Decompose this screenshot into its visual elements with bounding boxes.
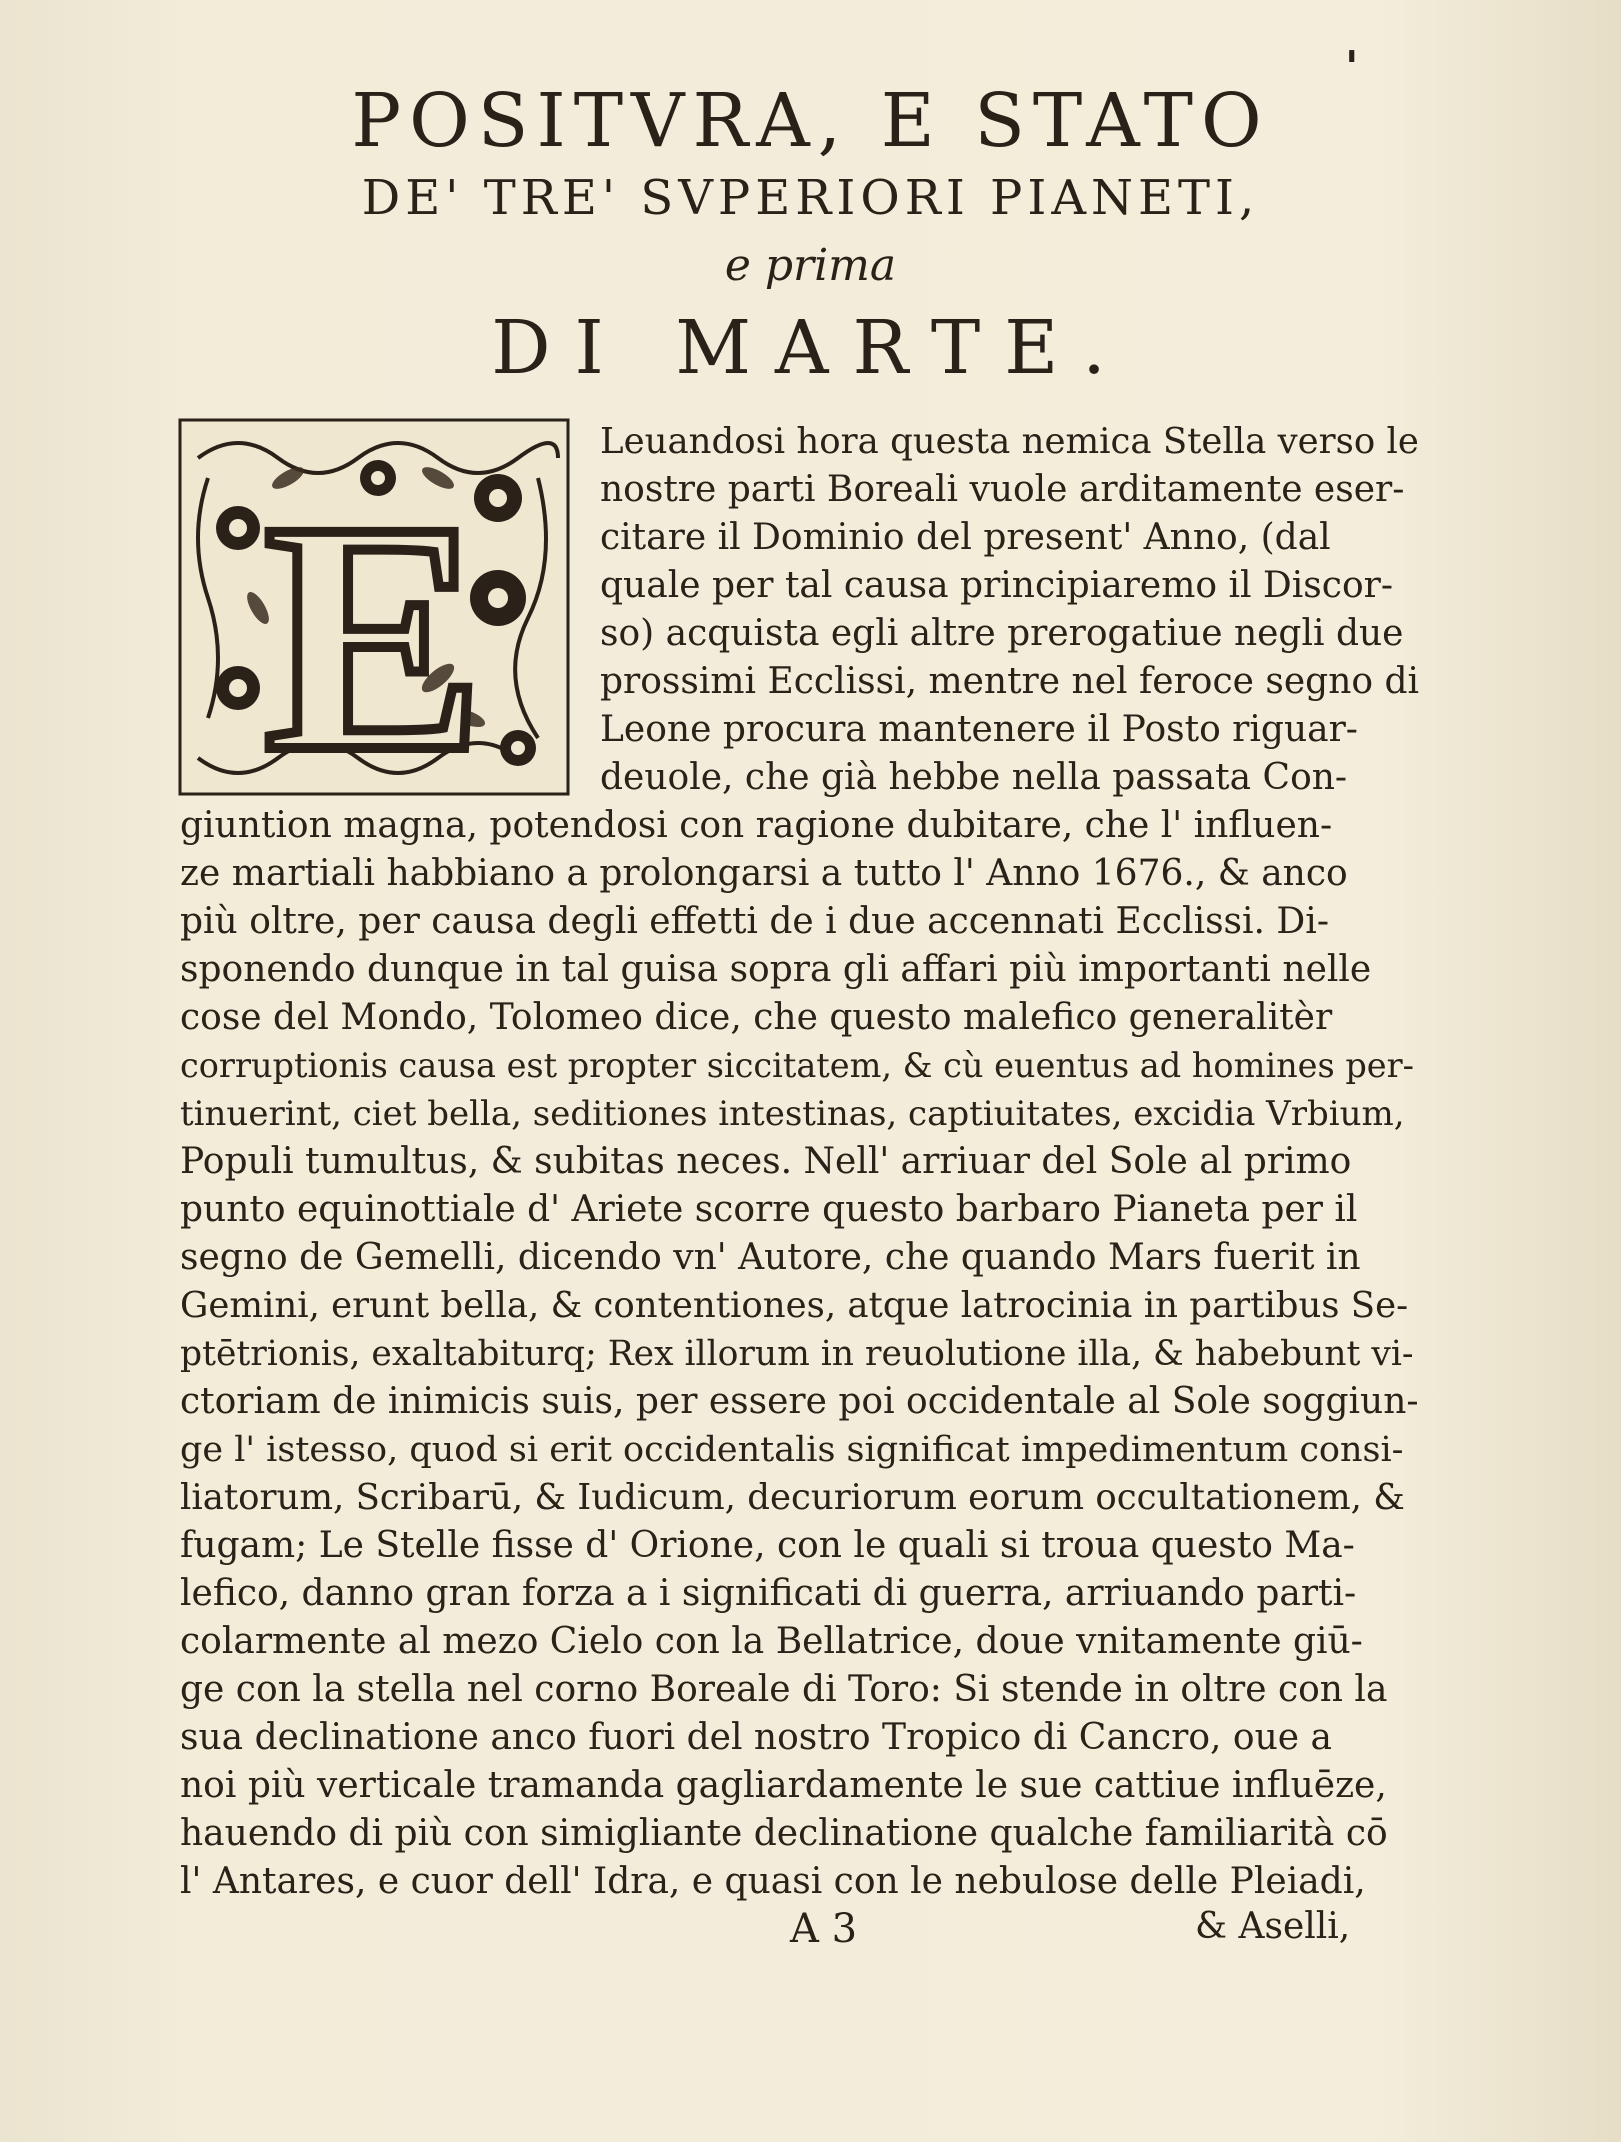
text-line: ge con la stella nel corno Boreale di Toro: Si stende in oltre con la bbox=[180, 1669, 1388, 1710]
text-line: lefico, danno gran forza a i significati di guerra, arriuando parti- bbox=[180, 1573, 1357, 1614]
heading-line-4: DI MARTE. bbox=[491, 305, 1130, 391]
text-line: hauendo di più con simigliante declinatione qualche familiarità cō bbox=[180, 1813, 1388, 1854]
text-line: ptētrionis, exaltabiturq; Rex illorum in reuolutione illa, & habebunt vi- bbox=[180, 1334, 1414, 1374]
text-line: segno de Gemelli, dicendo vn' Autore, che quando Mars fuerit in bbox=[180, 1237, 1361, 1278]
text-line: Gemini, erunt bella, & contentiones, atque latrocinia in partibus Se- bbox=[180, 1285, 1409, 1326]
text-line: Leuandosi hora questa nemica Stella verso le bbox=[600, 421, 1419, 462]
heading-line-3: e prima bbox=[724, 240, 897, 291]
text-line: ze martiali habbiano a prolongarsi a tutto l' Anno 1676., & anco bbox=[180, 853, 1348, 894]
text-line: giuntion magna, potendosi con ragione dubitare, che l' influen- bbox=[180, 805, 1333, 846]
text-line: Leone procura mantenere il Posto riguar- bbox=[600, 709, 1358, 750]
text-line: ctoriam de inimicis suis, per essere poi occidentale al Sole soggiun- bbox=[180, 1381, 1419, 1422]
corner-mark: ' bbox=[1345, 42, 1359, 93]
text-line: l' Antares, e cuor dell' Idra, e quasi con le nebulose delle Pleiadi, bbox=[180, 1861, 1366, 1902]
text-line: tinuerint, ciet bella, seditiones intestinas, captiuitates, excidia Vrbium, bbox=[180, 1094, 1405, 1134]
decorated-initial bbox=[178, 418, 570, 796]
text-line: Populi tumultus, & subitas neces. Nell' arriuar del Sole al primo bbox=[180, 1141, 1352, 1182]
heading-line-1: POSITVRA, E STATO bbox=[351, 78, 1270, 164]
text-line: fugam; Le Stelle fisse d' Orione, con le quali si troua questo Ma- bbox=[180, 1525, 1355, 1566]
text-line: sua declinatione anco fuori del nostro Tropico di Cancro, oue a bbox=[180, 1717, 1332, 1758]
heading-line-2: DE' TRE' SVPERIORI PIANETI, bbox=[361, 170, 1260, 226]
text-line: quale per tal causa principiaremo il Discor- bbox=[600, 565, 1393, 606]
text-line: corruptionis causa est propter siccitatem, & cù euentus ad homines per- bbox=[180, 1046, 1414, 1085]
text-line: noi più verticale tramanda gagliardamente le sue cattiue influēze, bbox=[180, 1765, 1387, 1806]
catchword: & Aselli, bbox=[1195, 1906, 1351, 1947]
text-line: nostre parti Boreali vuole arditamente eser- bbox=[600, 469, 1405, 510]
text-line: ge l' istesso, quod si erit occidentalis significat impedimentum consi- bbox=[180, 1430, 1404, 1470]
text-line: so) acquista egli altre prerogatiue negli due bbox=[600, 613, 1404, 654]
text-line: più oltre, per causa degli effetti de i due accennati Ecclissi. Di- bbox=[180, 901, 1329, 942]
text-line: liatorum, Scribarū, & Iudicum, decuriorum eorum occultationem, & bbox=[180, 1477, 1405, 1518]
text-line: cose del Mondo, Tolomeo dice, che questo malefico generalitèr bbox=[180, 997, 1333, 1038]
signature-mark: A 3 bbox=[790, 1906, 858, 1952]
text-line: prossimi Ecclissi, mentre nel feroce segno di bbox=[600, 661, 1420, 702]
text-line: punto equinottiale d' Ariete scorre questo barbaro Pianeta per il bbox=[180, 1189, 1358, 1230]
text-line: deuole, che già hebbe nella passata Con- bbox=[600, 757, 1348, 798]
initial-letter: E bbox=[263, 455, 485, 796]
text-line: citare il Dominio del present' Anno, (dal bbox=[600, 517, 1331, 558]
text-line: sponendo dunque in tal guisa sopra gli affari più importanti nelle bbox=[180, 949, 1372, 990]
text-line: colarmente al mezo Cielo con la Bellatrice, doue vnitamente giū- bbox=[180, 1621, 1363, 1662]
